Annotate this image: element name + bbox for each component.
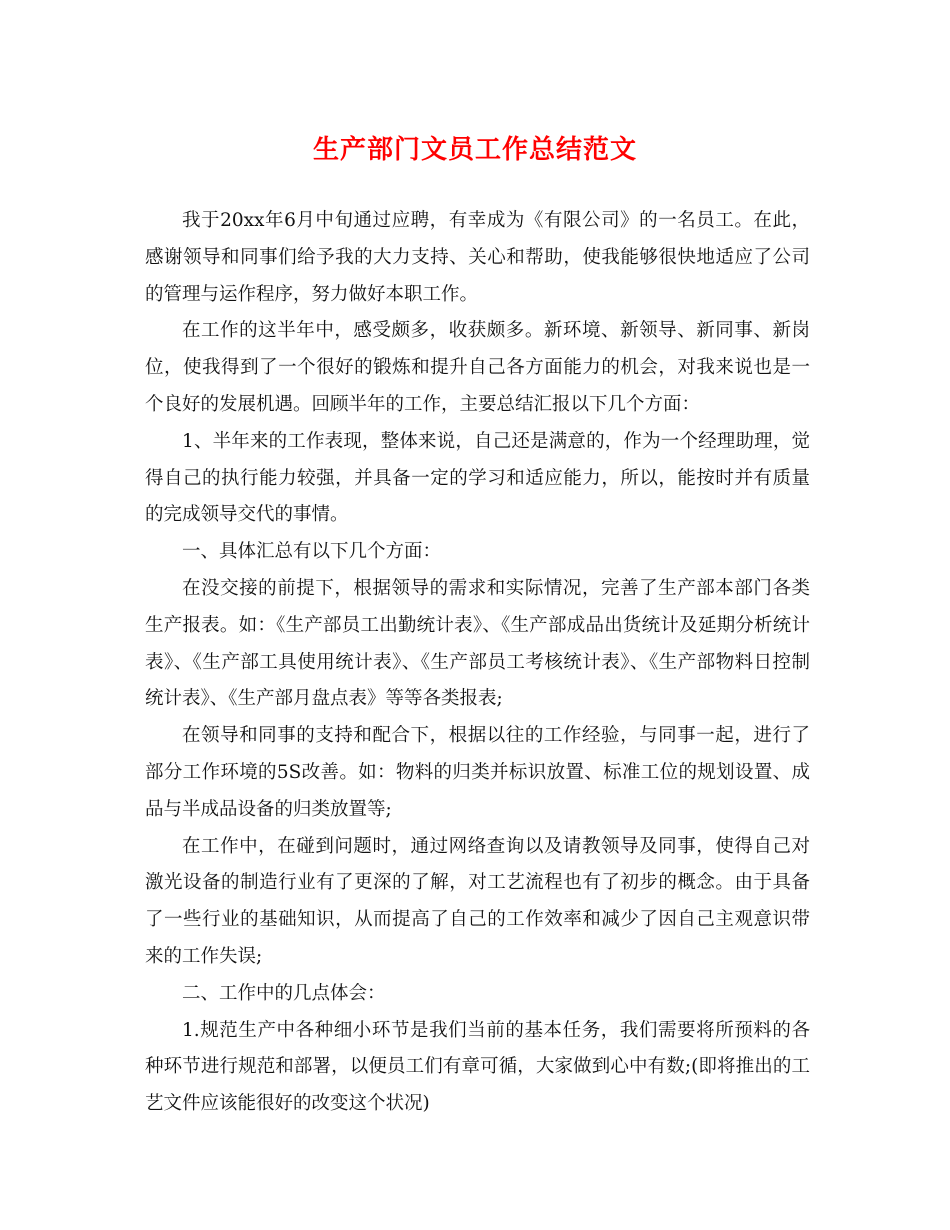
paragraph-half-year: 在工作的这半年中，感受颇多，收获颇多。新环境、新领导、新同事、新岗位，使我得到了一个很好的锻炼和提升自己各方面能力的机会，对我来说也是一个良好的发展机遇。回顾半年的工作，主要总结汇报以下几个方面： [145, 320, 810, 415]
document-title: 生产部门文员工作总结范文 [312, 135, 637, 165]
paragraph-intro: 我于20xx年6月中旬通过应聘，有幸成为《有限公司》的一名员工。在此，感谢领导和同事们给予我的大力支持、关心和帮助，使我能够很快地适应了公司的管理与运作程序，努力做好本职工作。 [145, 210, 810, 305]
section-heading-summary: 一、具体汇总有以下几个方面： [182, 541, 442, 563]
paragraph-5s-improvement: 在领导和同事的支持和配合下，根据以往的工作经验，与同事一起，进行了部分工作环境的5S改善。如：物料的归类并标识放置、标准工位的规划设置、成品与半成品设备的归类放置等; [145, 725, 810, 820]
paragraph-performance: 1、半年来的工作表现，整体来说，自己还是满意的，作为一个经理助理，觉得自己的执行能力较强，并具备一定的学习和适应能力，所以，能按时并有质量的完成领导交代的事情。 [145, 430, 810, 526]
paragraph-learning: 在工作中，在碰到问题时，通过网络查询以及请教领导及同事，使得自己对激光设备的制造行业有了更深的了解，对工艺流程也有了初步的概念。由于具备了一些行业的基础知识，从而提高了自己的工作效率和减少了因自己主观意识带来的工作失误; [145, 835, 810, 967]
section-heading-experience: 二、工作中的几点体会： [182, 982, 386, 1004]
document-body [145, 203, 810, 1123]
paragraph-reports: 在没交接的前提下，根据领导的需求和实际情况，完善了生产部本部门各类生产报表。如：《生产部员工出勤统计表》、《生产部成品出货统计及延期分析统计表》、《生产部工具使用统计表》、《生产部员工考核统计表》、《生产部物料日控制统计表》、《生产部月盘点表》等等各类报表; [145, 577, 810, 710]
paragraph-standardization: 1.规范生产中各种细小环节是我们当前的基本任务，我们需要将所预料的各种环节进行规范和部署，以便员工们有章可循，大家做到心中有数;(即将推出的工艺文件应该能很好的改变这个状况) [145, 1019, 810, 1115]
